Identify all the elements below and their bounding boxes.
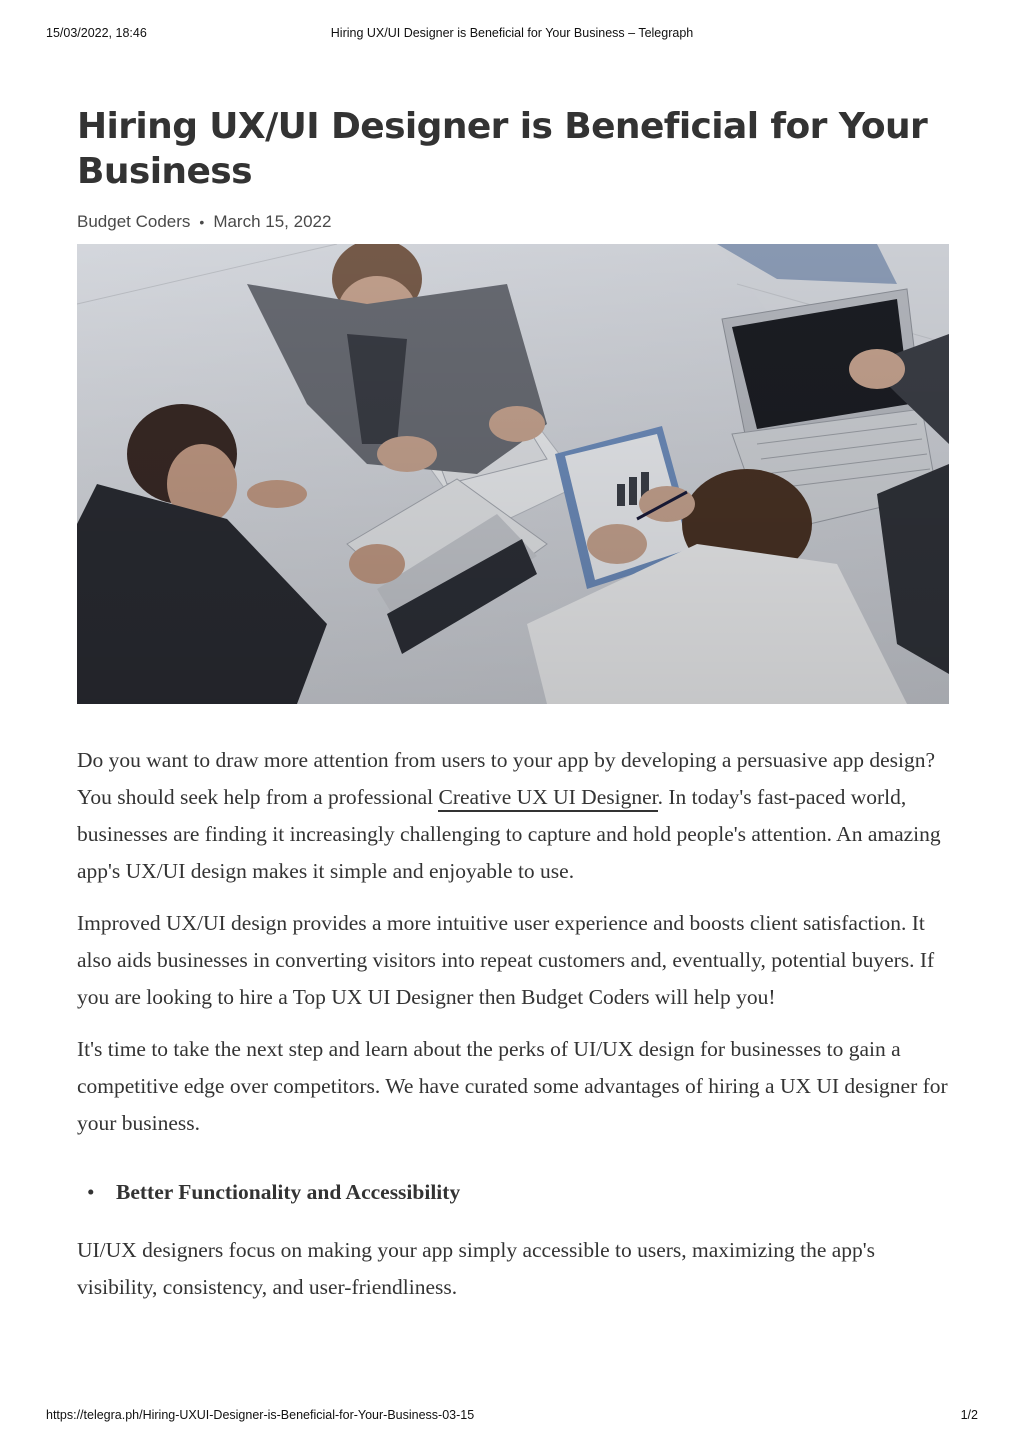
print-page-number: 1/2 [960,1408,978,1422]
byline [77,210,949,234]
paragraph-2: Improved UX/UI design provides a more intuitive user experience and boosts client satisfaction. It also aids businesses in converting visitors into repeat customers and, eventually, potential buyers. If you are looking to hire a Top UX UI Designer then Budget Coders will help you! [77,911,935,1009]
print-page-url: https://telegra.ph/Hiring-UXUI-Designer-is-Beneficial-for-Your-Business-03-15 [46,1408,475,1422]
author-name: Budget Coders [77,212,191,231]
creative-ux-ui-designer-link[interactable]: Creative UX UI Designer [438,785,657,812]
paragraph-3: It's time to take the next step and learn about the perks of UI/UX design for businesses to gain a competitive edge over competitors. We have curated some advantages of hiring a UX UI designer for your business. [77,1037,948,1135]
article-body [77,742,949,1306]
paragraph-1-text-start: Do you want to draw more attention from users to your app by developing a persuasive app design? You should seek help from a professional [77,748,935,809]
list-item: • Better Functionality and Accessibility [116,1174,949,1211]
article-hero-image [77,244,949,704]
article-title: Hiring UX/UI Designer is Beneficial for Your Business [77,106,928,192]
paragraph-1 [77,742,949,890]
byline-separator: • [199,214,205,230]
photo-business-meeting-icon [77,244,949,704]
print-footer [46,1408,978,1424]
paragraph-4: UI/UX designers focus on making your app simply accessible to users, maximizing the app's visibility, consistency, and user-friendliness. [77,1238,876,1299]
print-datetime: 15/03/2022, 18:46 [46,26,147,40]
print-header [46,26,978,42]
article [77,104,949,1321]
publish-date: March 15, 2022 [213,212,332,231]
advantages-list [77,1174,949,1211]
paragraph-1-text-end: . In today's fast-paced world, businesses are finding it increasingly challenging to capture and hold people's attention. An amazing app's UX/UI design makes it simple and enjoyable to use. [77,785,941,883]
print-page-title: Hiring UX/UI Designer is Beneficial for Your Business – Telegraph [330,26,694,40]
